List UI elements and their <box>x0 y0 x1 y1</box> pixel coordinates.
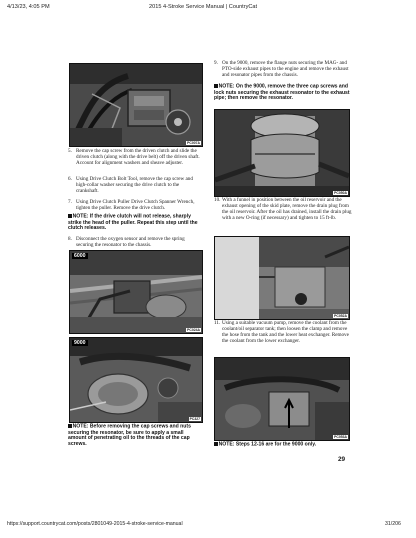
note-text: NOTE: Steps 12-16 are for the 9000 only. <box>218 441 317 448</box>
exhaust-photo <box>214 109 350 197</box>
coolant-tank-photo <box>214 357 350 441</box>
resonator-photo-6000 <box>69 250 203 334</box>
step-number: 10. <box>214 197 221 203</box>
note-steps-9000 <box>214 442 352 449</box>
step-11 <box>214 321 352 345</box>
step-number: 7. <box>68 199 72 205</box>
step-5 <box>68 149 202 167</box>
step-6 <box>68 177 202 195</box>
note-bullet-icon <box>214 84 218 88</box>
note-text: NOTE: If the drive clutch will not release, sharply strike the head of the puller. Repeat this step until the clutch releases. <box>68 213 198 232</box>
note-drive-clutch <box>68 214 203 232</box>
manual-page <box>56 54 360 463</box>
step-number: 5. <box>68 148 72 154</box>
photo-code: PC053A <box>334 435 347 439</box>
step-text: Remove the cap screw from the driven clutch and slide the driven clutch (along with the drive belt) off the driven shaft. Account for alignment washers and sheave adjuster. <box>76 148 200 166</box>
step-text: Disconnect the oxygen sensor and remove the spring securing the resonator to the chassis. <box>76 236 185 248</box>
engine-photo <box>69 63 203 147</box>
browser-print-url: https://support.countrycat.com/posts/2801049-2015-4-stroke-service-manual <box>7 521 183 527</box>
step-9 <box>214 61 352 79</box>
photo-code: PC050A <box>334 191 347 195</box>
browser-print-page-count: 31/206 <box>385 521 401 527</box>
step-number: 6. <box>68 176 72 182</box>
note-penetrating-oil <box>68 424 203 448</box>
step-text: Using Drive Clutch Puller Drive Clutch Spanner Wrench, tighten the puller. Remove the drive clutch. <box>76 199 195 211</box>
model-tag: 6000 <box>74 253 86 259</box>
photo-code: PC327 <box>189 417 200 421</box>
step-number: 11. <box>214 320 221 326</box>
note-text: NOTE: On the 9000, remove the three cap screws and lock nuts securing the exhaust resonator to the exhaust pipe; then remove the resonator. <box>214 83 350 102</box>
step-text: Using a suitable vacuum pump, remove the coolant from the coolant/oil separator tank; then loosen the clamp and remove the hose from the tank and the lower heat exchanger. Remove the coolant from the lower exchanger. <box>222 320 349 344</box>
step-8 <box>68 237 202 249</box>
oil-drain-photo <box>214 236 350 320</box>
browser-print-title: 2015 4-Stroke Service Manual | CountryCat <box>149 4 258 10</box>
photo-code: PC007A <box>187 141 200 145</box>
step-number: 8. <box>68 236 72 242</box>
note-text: NOTE: Before removing the cap screws and nuts securing the resonator, be sure to apply a small amount of penetrating oil to the threads of the cap screws. <box>68 423 191 448</box>
photo-code: PC024A <box>187 328 200 332</box>
note-bullet-icon <box>68 214 72 218</box>
step-7 <box>68 200 202 212</box>
step-text: With a funnel in position between the oil reservoir and the exhaust opening of the skid plate, remove the drain plug from the oil reservoir. After the oil has drained, install the drain plug with a new O-ring (if necessary) and tighten to 15 ft-lb. <box>222 197 352 221</box>
page-number: 29 <box>338 456 346 463</box>
step-10 <box>214 198 352 222</box>
note-resonator-9000 <box>214 84 352 102</box>
photo-code: PC052A <box>334 314 347 318</box>
resonator-photo-9000 <box>69 337 203 423</box>
note-bullet-icon <box>68 424 72 428</box>
browser-print-timestamp: 4/13/23, 4:05 PM <box>7 4 50 10</box>
note-bullet-icon <box>214 442 218 446</box>
step-text: On the 9000, remove the flange nuts securing the MAG- and PTO-side exhaust pipes to the engine and remove the exhaust and resonator pipes from the chassis. <box>222 60 349 78</box>
step-number: 9. <box>214 60 218 66</box>
model-tag: 9000 <box>74 340 86 346</box>
step-text: Using Drive Clutch Bolt Tool, remove the cap screw and high-collar washer securing the drive clutch to the crankshaft. <box>76 176 193 194</box>
